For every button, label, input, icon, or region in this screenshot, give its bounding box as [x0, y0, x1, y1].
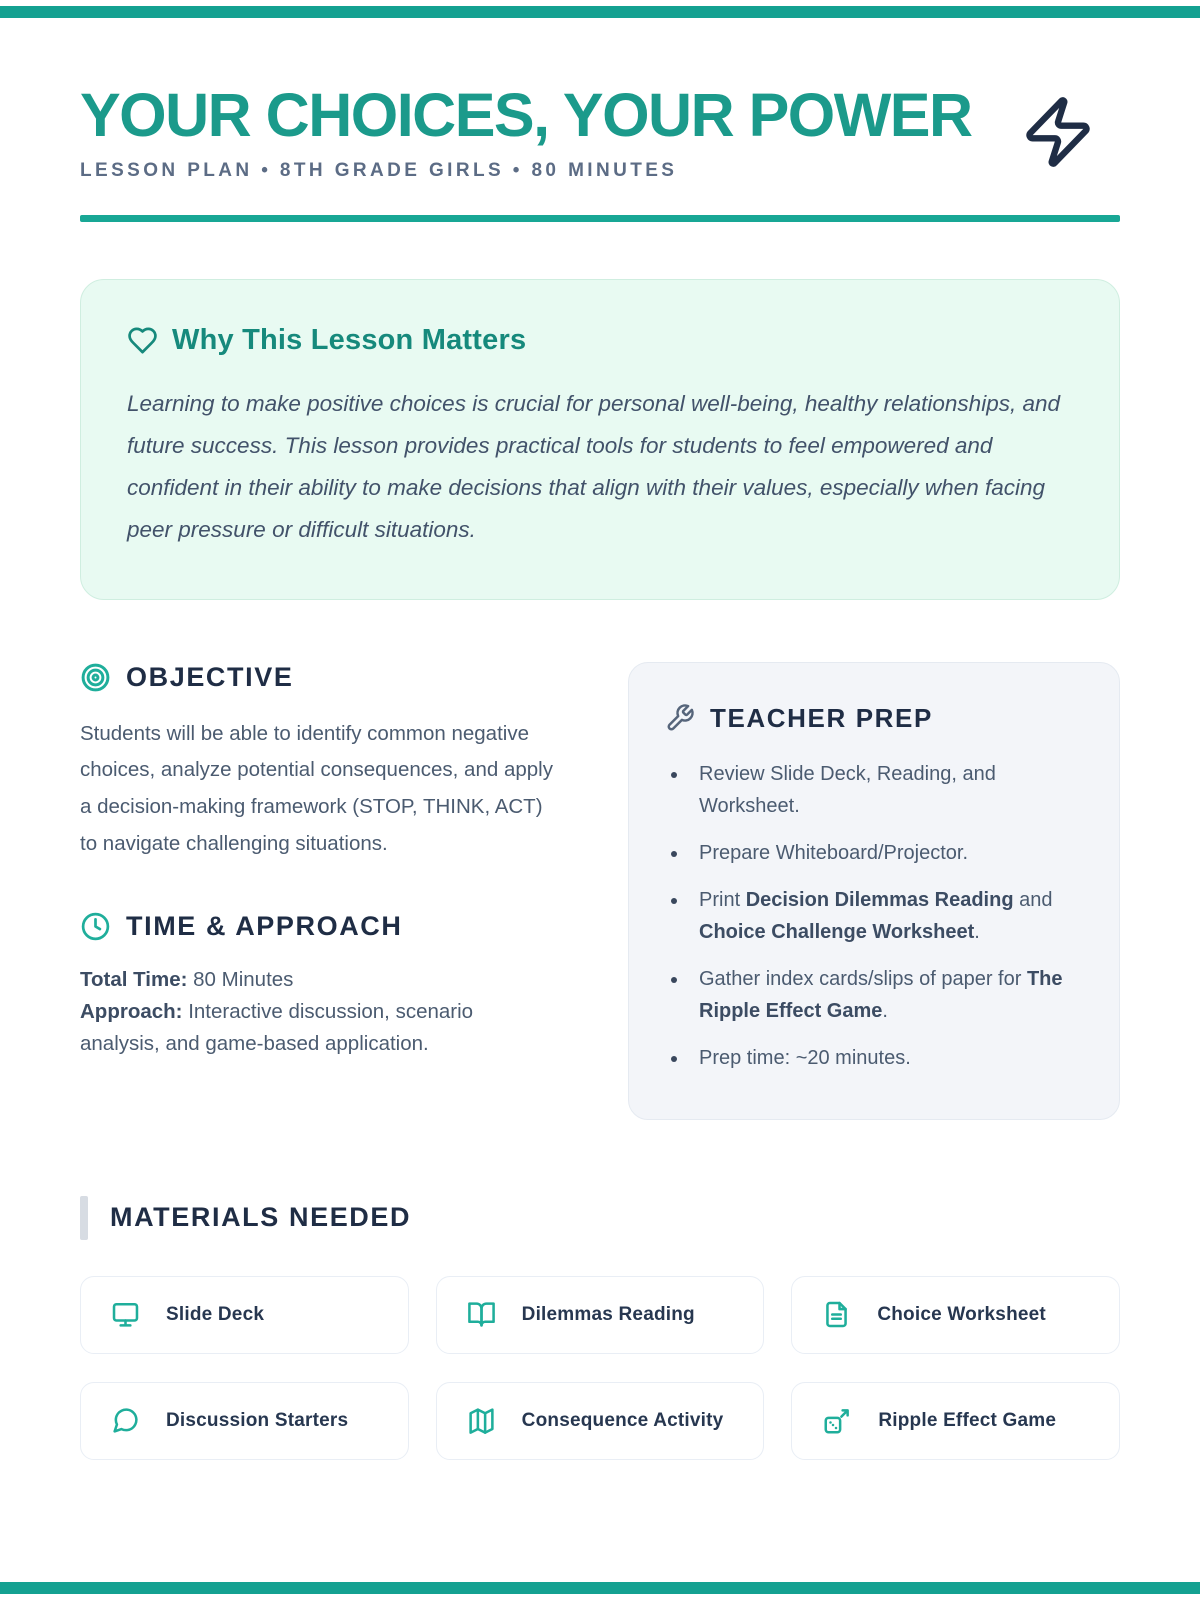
time-approach-body — [80, 964, 558, 1059]
wrench-icon — [665, 703, 695, 733]
approach-line: Approach: Interactive discussion, scenario analysis, and game-based application. — [80, 999, 474, 1055]
target-icon — [80, 662, 111, 693]
prep-list-item: • Print Decision Dilemmas Reading and Choice Challenge Worksheet. — [689, 884, 1087, 948]
prep-list-item: • Review Slide Deck, Reading, and Worksheet. — [689, 758, 1087, 822]
material-card-dilemmas-reading[interactable] — [436, 1276, 765, 1354]
total-time-line: Total Time: 80 Minutes — [80, 968, 294, 992]
chat-bubble-icon — [111, 1406, 140, 1435]
map-icon — [467, 1406, 496, 1435]
material-label: Dilemmas Reading — [521, 1303, 695, 1325]
clock-icon — [80, 911, 111, 942]
material-label: Ripple Effect Game — [878, 1409, 1057, 1431]
teacher-prep-card — [628, 662, 1120, 1120]
header-divider — [80, 215, 1120, 222]
prep-list-item: • Prep time: ~20 minutes. — [689, 1042, 1087, 1074]
heart-icon — [127, 325, 158, 356]
objective-heading: OBJECTIVE — [126, 661, 294, 692]
file-text-icon — [822, 1300, 851, 1329]
materials-heading: MATERIALS NEEDED — [110, 1202, 412, 1233]
bottom-accent-bar — [0, 1582, 1200, 1594]
teacher-prep-list — [665, 758, 1087, 1074]
materials-section — [80, 1196, 1120, 1460]
prep-list-item: • Prepare Whiteboard/Projector. — [689, 837, 1087, 869]
teacher-prep-heading: TEACHER PREP — [710, 702, 933, 733]
material-label: Consequence Activity — [521, 1409, 724, 1431]
material-card-ripple-effect-game[interactable] — [791, 1382, 1120, 1460]
dice-icon — [822, 1406, 852, 1436]
materials-grid — [80, 1276, 1120, 1460]
why-lesson-matters-card — [80, 279, 1120, 599]
prep-list-item: • Gather index cards/slips of paper for The Ripple Effect Game. — [689, 963, 1087, 1027]
book-open-icon — [467, 1300, 496, 1329]
materials-accent-bar — [80, 1196, 88, 1240]
page-title: YOUR CHOICES, YOUR POWER — [80, 81, 972, 149]
material-card-slide-deck[interactable] — [80, 1276, 409, 1354]
left-column — [80, 662, 558, 1120]
monitor-icon — [111, 1300, 140, 1329]
material-label: Slide Deck — [166, 1303, 265, 1325]
time-approach-heading: TIME & APPROACH — [126, 911, 403, 942]
material-card-discussion-starters[interactable] — [80, 1382, 409, 1460]
why-body-text: Learning to make positive choices is crucial for personal well-being, healthy relationships, and future success. This lesson provides practical tools for students to feel empowered and confident in their ability to make decisions that align with their values, especially when facing peer pressure or difficult situations. — [127, 391, 1061, 542]
material-label: Discussion Starters — [166, 1409, 349, 1431]
objective-body-text: Students will be able to identify common negative choices, analyze potential consequences, and apply a decision-making framework (STOP, THINK, ACT) to navigate challenging situations. — [80, 721, 553, 856]
lightning-icon — [1020, 92, 1096, 172]
material-card-consequence-activity[interactable] — [436, 1382, 765, 1460]
material-label: Choice Worksheet — [877, 1303, 1046, 1325]
material-card-choice-worksheet[interactable] — [791, 1276, 1120, 1354]
why-heading: Why This Lesson Matters — [172, 324, 527, 357]
lesson-meta: LESSON PLAN • 8TH GRADE GIRLS • 80 MINUTES — [80, 160, 678, 182]
